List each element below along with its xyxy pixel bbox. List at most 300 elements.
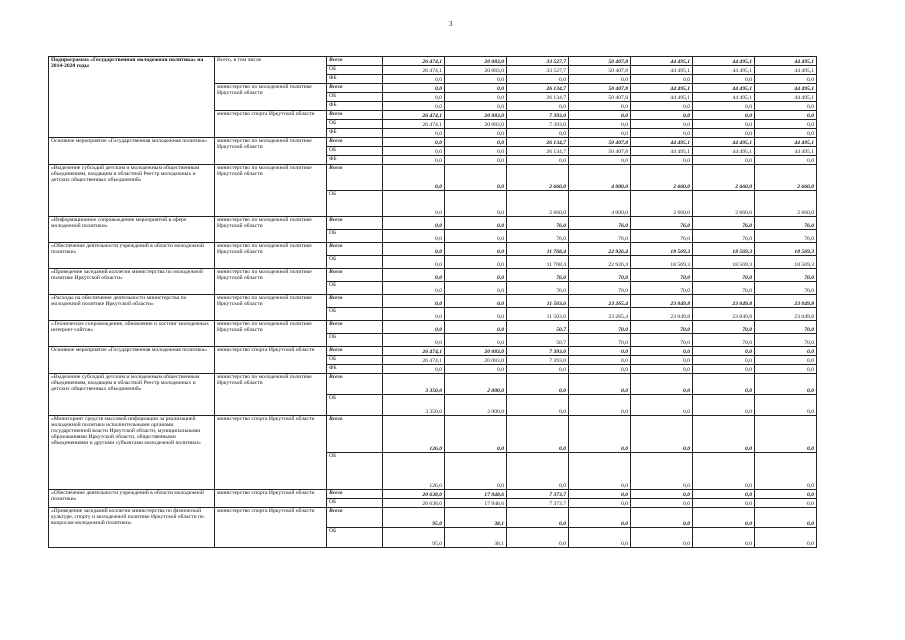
amount-cell: 0,0 [693, 490, 755, 499]
amount-cell: 44 495,1 [755, 57, 817, 66]
table-row [49, 217, 817, 230]
amount-cell: 70,0 [569, 321, 631, 334]
funding-source-cell: ОБ [327, 120, 383, 129]
executor-cell: министерство по молодежной политике Иркутской области [215, 138, 327, 165]
amount-cell: 0,0 [631, 395, 693, 416]
amount-cell: 70,0 [569, 269, 631, 282]
amount-cell: 0,0 [755, 528, 817, 548]
amount-cell: 0,0 [569, 365, 631, 374]
amount-cell: 0,0 [383, 217, 445, 230]
amount-cell: 20 638,0 [383, 490, 445, 499]
amount-cell: 0,0 [569, 75, 631, 84]
amount-cell: 44 495,1 [755, 66, 817, 75]
funding-source-cell: Всего [327, 416, 383, 453]
funding-source-cell: ОБ [327, 308, 383, 321]
executor-cell: министерство спорта Иркутской области [215, 490, 327, 508]
funding-source-cell: Всего [327, 295, 383, 308]
amount-cell: 18 569,3 [693, 243, 755, 256]
amount-cell: 26 474,1 [383, 111, 445, 120]
amount-cell: 7 393,0 [507, 120, 569, 129]
amount-cell: 76,0 [507, 269, 569, 282]
amount-cell: 0,0 [383, 75, 445, 84]
amount-cell: 44 495,1 [755, 84, 817, 93]
amount-cell: 0,0 [755, 508, 817, 528]
amount-cell: 0,0 [445, 243, 507, 256]
amount-cell: 38,1 [445, 528, 507, 548]
amount-cell: 76,0 [507, 282, 569, 295]
executor-cell: министерство по молодежной политике Иркутской области [215, 243, 327, 269]
funding-source-cell: Всего [327, 57, 383, 66]
amount-cell: 0,0 [507, 365, 569, 374]
amount-cell: 23 049,8 [755, 295, 817, 308]
amount-cell: 0,0 [445, 217, 507, 230]
funding-source-cell: ОБ [327, 282, 383, 295]
amount-cell: 76,0 [631, 230, 693, 243]
amount-cell: 0,0 [693, 453, 755, 490]
table-row [49, 374, 817, 395]
amount-cell: 0,0 [383, 129, 445, 138]
amount-cell: 44 495,1 [755, 138, 817, 147]
amount-cell: 0,0 [755, 120, 817, 129]
amount-cell: 20 083,0 [445, 347, 507, 356]
funding-source-cell: ОБ [327, 66, 383, 75]
amount-cell: 23 265,4 [569, 295, 631, 308]
activity-name: «Проведение заседаний коллегии министерства по физической культуре, спорту и молодежной политике Иркутской области по вопросам молодежной политики» [49, 508, 215, 548]
amount-cell: 0,0 [755, 395, 817, 416]
amount-cell: 0,0 [445, 453, 507, 490]
activity-name: «Выделение субсидий детским и молодежным общественным объединениям, входящим в областной Реестр молодежных и детских общественных объединений» [49, 165, 215, 217]
amount-cell: 23 049,8 [631, 295, 693, 308]
amount-cell: 0,0 [693, 528, 755, 548]
amount-cell: 0,0 [631, 365, 693, 374]
amount-cell: 0,0 [693, 111, 755, 120]
amount-cell: 44 495,1 [693, 57, 755, 66]
amount-cell: 0,0 [507, 528, 569, 548]
amount-cell: 0,0 [569, 395, 631, 416]
amount-cell: 50 407,8 [569, 57, 631, 66]
amount-cell: 26 134,7 [507, 147, 569, 156]
amount-cell: 0,0 [507, 508, 569, 528]
amount-cell: 0,0 [631, 102, 693, 111]
table-row [49, 416, 817, 453]
funding-source-cell: ОБ [327, 528, 383, 548]
executor-cell: министерство по молодежной политике Иркутской области [215, 374, 327, 416]
amount-cell: 0,0 [569, 374, 631, 395]
amount-cell: 0,0 [569, 129, 631, 138]
amount-cell: 7 393,0 [507, 347, 569, 356]
amount-cell: 3 350,0 [383, 374, 445, 395]
amount-cell: 2 660,0 [755, 165, 817, 191]
activity-name: Основное мероприятие «Государственная молодежная политика» [49, 138, 215, 165]
amount-cell: 0,0 [445, 416, 507, 453]
amount-cell: 44 495,1 [755, 147, 817, 156]
amount-cell: 0,0 [445, 75, 507, 84]
amount-cell: 44 495,1 [693, 93, 755, 102]
amount-cell: 20 083,0 [445, 120, 507, 129]
amount-cell: 0,0 [569, 508, 631, 528]
amount-cell: 0,0 [445, 156, 507, 165]
amount-cell: 26 474,1 [383, 120, 445, 129]
amount-cell: 20 083,0 [445, 57, 507, 66]
amount-cell: 0,0 [445, 282, 507, 295]
amount-cell: 0,0 [631, 347, 693, 356]
amount-cell: 0,0 [445, 191, 507, 217]
activity-name: Подпрограмма «Государственная молодежная политика» на 2014-2020 годы [49, 57, 215, 138]
funding-source-cell: Всего [327, 321, 383, 334]
amount-cell: 0,0 [507, 129, 569, 138]
amount-cell: 20 083,0 [445, 356, 507, 365]
funding-source-cell: ОБ [327, 147, 383, 156]
amount-cell: 95,0 [383, 508, 445, 528]
amount-cell: 0,0 [693, 102, 755, 111]
amount-cell: 7 373,7 [507, 499, 569, 508]
amount-cell: 50 407,8 [569, 147, 631, 156]
amount-cell: 0,0 [445, 165, 507, 191]
amount-cell: 23 049,8 [631, 308, 693, 321]
executor-cell: министерство по молодежной политике Иркутской области [215, 84, 327, 111]
funding-source-cell: ФБ [327, 102, 383, 111]
executor-cell: министерство спорта Иркутской области [215, 416, 327, 490]
activity-name: «Мониторинг средств массовой информации за реализацией молодежной политики исполнительными органами государственной власти Иркутской области, муниципальными образованиями Иркутской области, общественными объединениями и другими субъектами молодежной политики» [49, 416, 215, 490]
amount-cell: 2 660,0 [755, 191, 817, 217]
amount-cell: 20 083,0 [445, 66, 507, 75]
amount-cell: 0,0 [383, 165, 445, 191]
amount-cell: 0,0 [631, 111, 693, 120]
amount-cell: 0,0 [569, 528, 631, 548]
amount-cell: 44 495,1 [631, 57, 693, 66]
amount-cell: 76,0 [693, 230, 755, 243]
page-number: 3 [449, 20, 453, 28]
executor-cell: министерство по молодежной политике Иркутской области [215, 321, 327, 347]
amount-cell: 126,0 [383, 453, 445, 490]
funding-source-cell: ОБ [327, 230, 383, 243]
amount-cell: 0,0 [631, 528, 693, 548]
amount-cell: 76,0 [507, 217, 569, 230]
amount-cell: 0,0 [755, 490, 817, 499]
amount-cell: 2 660,0 [631, 191, 693, 217]
funding-source-cell: Всего [327, 490, 383, 499]
funding-source-cell: Всего [327, 347, 383, 356]
amount-cell: 44 495,1 [693, 66, 755, 75]
amount-cell: 26 134,7 [507, 93, 569, 102]
amount-cell: 0,0 [693, 156, 755, 165]
amount-cell: 0,0 [383, 321, 445, 334]
amount-cell: 0,0 [631, 416, 693, 453]
amount-cell: 0,0 [755, 453, 817, 490]
executor-cell: министерство по молодежной политике Иркутской области [215, 295, 327, 321]
amount-cell: 0,0 [693, 120, 755, 129]
executor-cell: министерство спорта Иркутской области [215, 347, 327, 374]
amount-cell: 0,0 [693, 416, 755, 453]
amount-cell: 70,0 [569, 334, 631, 347]
funding-source-cell: Всего [327, 217, 383, 230]
amount-cell: 22 926,4 [569, 256, 631, 269]
amount-cell: 44 495,1 [631, 138, 693, 147]
amount-cell: 44 495,1 [693, 84, 755, 93]
amount-cell: 17 948,6 [445, 499, 507, 508]
amount-cell: 126,0 [383, 416, 445, 453]
amount-cell: 2 660,0 [507, 165, 569, 191]
funding-source-cell: ОБ [327, 191, 383, 217]
activity-name: «Обеспечение деятельности учреждений в области молодежной политики» [49, 243, 215, 269]
amount-cell: 0,0 [445, 147, 507, 156]
amount-cell: 44 495,1 [755, 93, 817, 102]
amount-cell: 70,0 [631, 282, 693, 295]
amount-cell: 0,0 [507, 416, 569, 453]
amount-cell: 0,0 [631, 356, 693, 365]
amount-cell: 33 527,7 [507, 57, 569, 66]
amount-cell: 0,0 [383, 334, 445, 347]
amount-cell: 23 049,8 [755, 308, 817, 321]
amount-cell: 2 000,0 [445, 374, 507, 395]
amount-cell: 70,0 [631, 269, 693, 282]
table-row [49, 347, 817, 356]
amount-cell: 0,0 [569, 356, 631, 365]
amount-cell: 0,0 [569, 111, 631, 120]
amount-cell: 0,0 [693, 499, 755, 508]
table-row [49, 138, 817, 147]
amount-cell: 0,0 [383, 102, 445, 111]
amount-cell: 0,0 [507, 75, 569, 84]
activity-name: «Проведение заседаний коллегии министерства по молодежной политике Иркутской области» [49, 269, 215, 295]
amount-cell: 18 569,3 [631, 256, 693, 269]
amount-cell: 0,0 [383, 84, 445, 93]
amount-cell: 11 503,6 [507, 308, 569, 321]
amount-cell: 44 495,1 [631, 66, 693, 75]
amount-cell: 0,0 [631, 453, 693, 490]
activity-name: Основное мероприятие «Государственная молодежная политика» [49, 347, 215, 374]
amount-cell: 0,0 [445, 365, 507, 374]
amount-cell: 0,0 [693, 365, 755, 374]
table-row [49, 508, 817, 528]
amount-cell: 44 495,1 [693, 147, 755, 156]
amount-cell: 4 000,0 [569, 191, 631, 217]
activity-name: «Обеспечение деятельности учреждений в области молодежной политики» [49, 490, 215, 508]
amount-cell: 4 000,0 [569, 165, 631, 191]
funding-source-cell: ОБ [327, 453, 383, 490]
amount-cell: 0,0 [507, 102, 569, 111]
amount-cell: 70,0 [755, 282, 817, 295]
amount-cell: 0,0 [507, 395, 569, 416]
amount-cell: 2 660,0 [631, 165, 693, 191]
amount-cell: 20 638,0 [383, 499, 445, 508]
funding-source-cell: ОБ [327, 334, 383, 347]
amount-cell: 0,0 [383, 230, 445, 243]
activity-name: «Расходы на обеспечение деятельности министерства по молодежной политике Иркутской области» [49, 295, 215, 321]
amount-cell: 0,0 [507, 156, 569, 165]
amount-cell: 95,0 [383, 528, 445, 548]
table-row [49, 490, 817, 499]
amount-cell: 7 393,0 [507, 111, 569, 120]
amount-cell: 44 495,1 [631, 147, 693, 156]
budget-table [48, 56, 817, 548]
activity-name: «Информационное сопровождение мероприятий в сфере молодежной политики» [49, 217, 215, 243]
funding-source-cell: ФБ [327, 156, 383, 165]
amount-cell: 50 407,8 [569, 66, 631, 75]
amount-cell: 70,0 [693, 334, 755, 347]
amount-cell: 0,0 [445, 129, 507, 138]
amount-cell: 0,0 [383, 295, 445, 308]
amount-cell: 44 495,1 [631, 93, 693, 102]
amount-cell: 50 407,8 [569, 138, 631, 147]
amount-cell: 0,0 [569, 453, 631, 490]
amount-cell: 0,0 [631, 129, 693, 138]
amount-cell: 0,0 [383, 365, 445, 374]
amount-cell: 20 083,0 [445, 111, 507, 120]
amount-cell: 0,0 [755, 356, 817, 365]
funding-source-cell: ОБ [327, 93, 383, 102]
amount-cell: 0,0 [383, 93, 445, 102]
funding-source-cell: Всего [327, 84, 383, 93]
amount-cell: 0,0 [383, 308, 445, 321]
amount-cell: 0,0 [755, 75, 817, 84]
amount-cell: 26 134,7 [507, 84, 569, 93]
amount-cell: 76,0 [755, 230, 817, 243]
amount-cell: 0,0 [445, 256, 507, 269]
table-row [49, 165, 817, 191]
amount-cell: 44 495,1 [631, 84, 693, 93]
funding-source-cell: ОБ [327, 395, 383, 416]
amount-cell: 0,0 [569, 416, 631, 453]
amount-cell: 76,0 [507, 230, 569, 243]
amount-cell: 33 527,7 [507, 66, 569, 75]
amount-cell: 0,0 [445, 334, 507, 347]
table-row [49, 295, 817, 308]
amount-cell: 0,0 [569, 499, 631, 508]
amount-cell: 50 407,8 [569, 84, 631, 93]
amount-cell: 23 049,8 [693, 295, 755, 308]
amount-cell: 0,0 [445, 102, 507, 111]
executor-cell: министерство по молодежной политике Иркутской области [215, 269, 327, 295]
amount-cell: 44 495,1 [693, 138, 755, 147]
amount-cell: 0,0 [631, 499, 693, 508]
amount-cell: 0,0 [569, 102, 631, 111]
amount-cell: 0,0 [383, 282, 445, 295]
amount-cell: 0,0 [445, 230, 507, 243]
funding-source-cell: Всего [327, 269, 383, 282]
amount-cell: 0,0 [445, 308, 507, 321]
amount-cell: 70,0 [755, 269, 817, 282]
funding-source-cell: Всего [327, 165, 383, 191]
amount-cell: 0,0 [693, 395, 755, 416]
amount-cell: 7 373,7 [507, 490, 569, 499]
amount-cell: 70,0 [693, 282, 755, 295]
funding-source-cell: ОБ [327, 356, 383, 365]
amount-cell: 0,0 [507, 374, 569, 395]
amount-cell: 0,0 [631, 75, 693, 84]
amount-cell: 2 000,0 [445, 395, 507, 416]
amount-cell: 26 474,1 [383, 57, 445, 66]
amount-cell: 26 474,1 [383, 347, 445, 356]
amount-cell: 70,0 [693, 269, 755, 282]
amount-cell: 0,0 [631, 490, 693, 499]
amount-cell: 70,0 [755, 321, 817, 334]
amount-cell: 50,7 [507, 321, 569, 334]
amount-cell: 18 569,3 [693, 256, 755, 269]
amount-cell: 0,0 [569, 347, 631, 356]
amount-cell: 0,0 [445, 93, 507, 102]
funding-source-cell: Всего [327, 138, 383, 147]
table-row [49, 243, 817, 256]
amount-cell: 0,0 [755, 102, 817, 111]
amount-cell: 0,0 [569, 156, 631, 165]
amount-cell: 0,0 [755, 347, 817, 356]
amount-cell: 0,0 [631, 508, 693, 528]
activity-name: «Выделение субсидий детским и молодежным общественным объединениям, входящим в областной Реестр молодежных и детских общественных объединений» [49, 374, 215, 416]
amount-cell: 7 393,0 [507, 356, 569, 365]
executor-cell: министерство спорта Иркутской области [215, 111, 327, 138]
funding-source-cell: Всего [327, 508, 383, 528]
amount-cell: 0,0 [383, 191, 445, 217]
amount-cell: 0,0 [383, 243, 445, 256]
funding-source-cell: ФБ [327, 129, 383, 138]
amount-cell: 76,0 [693, 217, 755, 230]
amount-cell: 11 768,4 [507, 256, 569, 269]
activity-name: «Техническое сопровождение, обновление и хостинг молодежных интернет-сайтов» [49, 321, 215, 347]
amount-cell: 0,0 [383, 269, 445, 282]
amount-cell: 2 660,0 [693, 165, 755, 191]
amount-cell: 2 660,0 [507, 191, 569, 217]
amount-cell: 0,0 [693, 356, 755, 365]
amount-cell: 76,0 [569, 217, 631, 230]
amount-cell: 0,0 [569, 120, 631, 129]
amount-cell: 0,0 [755, 416, 817, 453]
amount-cell: 0,0 [383, 147, 445, 156]
amount-cell: 70,0 [693, 321, 755, 334]
amount-cell: 50 407,8 [569, 93, 631, 102]
amount-cell: 50,7 [507, 334, 569, 347]
funding-source-cell: ОБ [327, 256, 383, 269]
amount-cell: 76,0 [755, 217, 817, 230]
amount-cell: 0,0 [383, 256, 445, 269]
amount-cell: 0,0 [631, 156, 693, 165]
amount-cell: 26 474,1 [383, 66, 445, 75]
amount-cell: 76,0 [631, 217, 693, 230]
funding-source-cell: ФБ [327, 75, 383, 84]
amount-cell: 26 474,1 [383, 356, 445, 365]
amount-cell: 18 569,3 [755, 243, 817, 256]
amount-cell: 0,0 [631, 120, 693, 129]
amount-cell: 2 660,0 [693, 191, 755, 217]
amount-cell: 11 768,4 [507, 243, 569, 256]
amount-cell: 0,0 [445, 84, 507, 93]
table-row [49, 57, 817, 66]
amount-cell: 22 926,4 [569, 243, 631, 256]
amount-cell: 76,0 [569, 230, 631, 243]
amount-cell: 0,0 [383, 138, 445, 147]
amount-cell: 0,0 [631, 374, 693, 395]
amount-cell: 11 503,6 [507, 295, 569, 308]
amount-cell: 0,0 [693, 508, 755, 528]
executor-cell: Всего, в том числе [215, 57, 327, 84]
executor-cell: министерство по молодежной политике Иркутской области [215, 165, 327, 217]
amount-cell: 18 569,3 [631, 243, 693, 256]
table-row [49, 269, 817, 282]
amount-cell: 0,0 [755, 129, 817, 138]
amount-cell: 23 049,8 [693, 308, 755, 321]
amount-cell: 18 569,3 [755, 256, 817, 269]
amount-cell: 0,0 [755, 499, 817, 508]
amount-cell: 0,0 [445, 269, 507, 282]
amount-cell: 0,0 [445, 321, 507, 334]
amount-cell: 0,0 [507, 453, 569, 490]
amount-cell: 17 948,6 [445, 490, 507, 499]
amount-cell: 0,0 [693, 75, 755, 84]
amount-cell: 0,0 [693, 347, 755, 356]
amount-cell: 0,0 [755, 365, 817, 374]
amount-cell: 0,0 [569, 490, 631, 499]
table-row [49, 321, 817, 334]
